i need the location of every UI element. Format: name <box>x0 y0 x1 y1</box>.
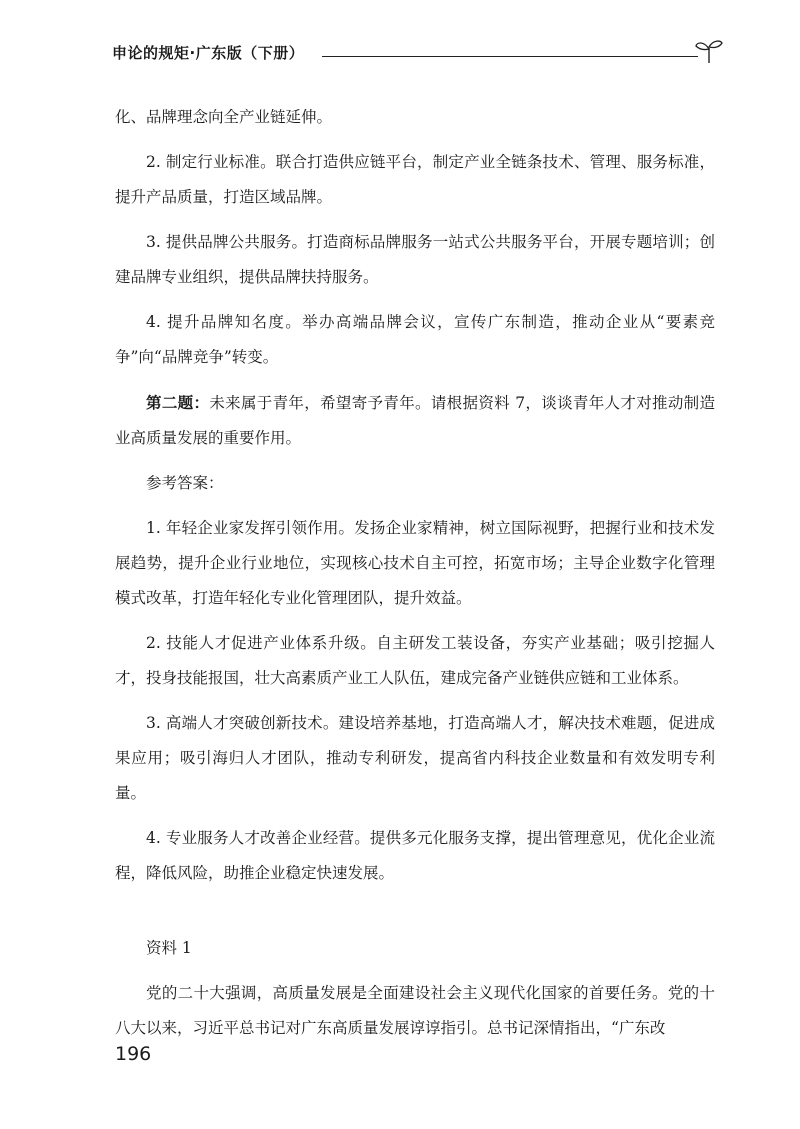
question-paragraph <box>115 385 715 456</box>
paragraph: 党的二十大强调，高质量发展是全面建设社会主义现代化国家的首要任务。党的十八大以来，习近平总书记对广东高质量发展谆谆指引。总书记深情指出，“广东改 <box>115 984 715 1037</box>
answer-heading: 参考答案： <box>146 474 224 492</box>
paragraph: 2. 技能人才促进产业体系升级。自主研发工装设备，夯实产业基础；吸引挖掘人才，投身技能报国，壮大高素质产业工人队伍，建成完备产业链供应链和工业体系。 <box>115 634 715 687</box>
paragraph: 4. 专业服务人才改善企业经营。提供多元化服务支撑，提出管理意见，优化企业流程，降低风险，助推企业稳定快速发展。 <box>115 829 715 882</box>
paragraph: 3. 高端人才突破创新技术。建设培养基地，打造高端人才，解决技术难题，促进成果应用；吸引海归人才团队，推动专利研发，提高省内科技企业数量和有效发明专利量。 <box>115 714 715 802</box>
question-label: 第二题： <box>146 393 210 412</box>
header-rule <box>322 56 698 57</box>
paragraph: 3. 提供品牌公共服务。打造商标品牌服务一站式公共服务平台，开展专题培训；创建品牌专业组织，提供品牌扶持服务。 <box>115 233 715 286</box>
header-title: 申论的规矩·广东版（下册） <box>112 44 305 62</box>
page-number: 196 <box>115 1043 152 1065</box>
paragraph: 4. 提升品牌知名度。举办高端品牌会议，宣传广东制造，推动企业从“要素竞争”向“品牌竞争”转变。 <box>115 313 715 366</box>
paragraph: 化、品牌理念向全产业链延伸。 <box>115 108 333 126</box>
sprout-icon <box>694 38 724 64</box>
question-text: 未来属于青年，希望寄予青年。请根据资料 7，谈谈青年人才对推动制造业高质量发展的重要作用。 <box>115 394 715 447</box>
paragraph: 2. 制定行业标准。联合打造供应链平台，制定产业全链条技术、管理、服务标准，提升产品质量，打造区域品牌。 <box>115 153 715 206</box>
running-header <box>112 38 717 66</box>
material-heading: 资料 1 <box>146 939 192 957</box>
document-body <box>115 100 715 1056</box>
paragraph: 1. 年轻企业家发挥引领作用。发扬企业家精神，树立国际视野，把握行业和技术发展趋势，提升企业行业地位，实现核心技术自主可控，拓宽市场；主导企业数字化管理模式改革，打造年轻化专业化管理团队，提升效益。 <box>115 519 715 607</box>
